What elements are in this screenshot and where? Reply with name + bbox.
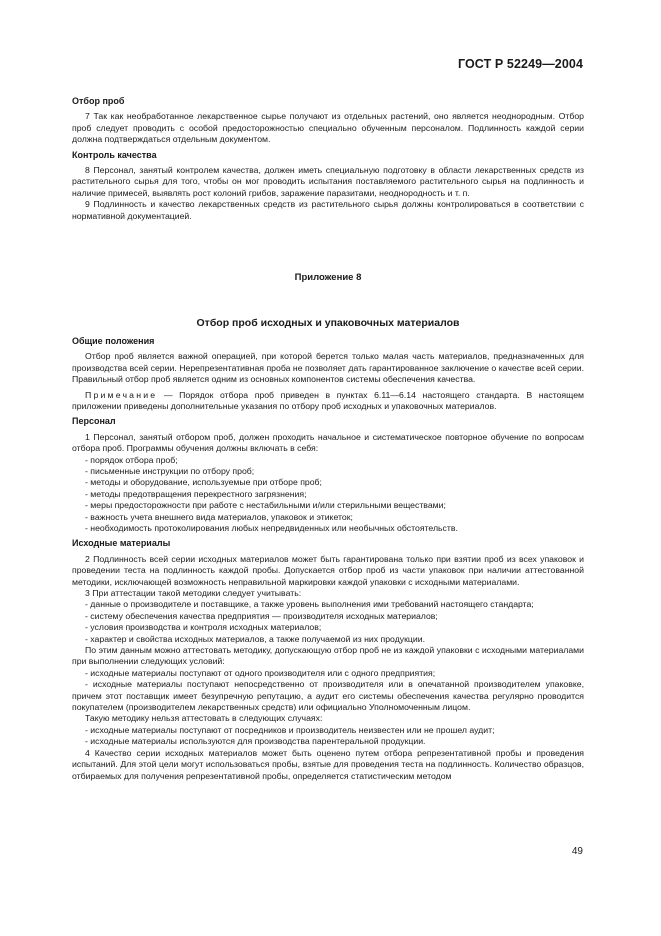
section-heading-personnel: Персонал: [72, 416, 116, 427]
paragraph-2: 2 Подлинность всей серии исходных материалов может быть гарантирована только при взятии проб из всех упаковок и проведении теста на подлинность каждой пробы. Допускается отбор проб из части упаковок при наличии аттестованной методики, исключающей возможность неправильной маркировки каждой упаковки с исходными материалами.: [72, 553, 584, 587]
case-2: - исходные материалы используются для производства парентеральной продукции.: [85, 736, 426, 747]
validation-list: [72, 599, 584, 645]
section-heading-sampling: Отбор проб: [72, 96, 125, 106]
list-item: - характер и свойства исходных материалов, а также получаемой из них продукции.: [85, 633, 426, 644]
paragraph-8: 8 Персонал, занятый контролем качества, должен иметь специальную подготовку в области лекарственных средств из растительного сырья для того, чтобы он мог проводить испытания поставляемого растительного сырья на подлинность и наличие примесей, выявлять рост колоний грибов, заражение паразитами, неоднородность и т. п.: [72, 165, 584, 198]
condition-2: - исходные материалы поступают непосредственно от производителя или в опечатанной производителем упаковке, причем этот поставщик имеет безупречную репутацию, а аудит его системы обеспечения качества регулярно проводится покупателем (производителем лекарственных средств) или официально Уполномоченным лицом.: [72, 679, 584, 713]
list-item: - меры предосторожности при работе с нестабильными и/или стерильными веществами;: [85, 500, 446, 511]
appendix-label: Приложение 8: [294, 272, 362, 284]
page-number: 49: [571, 846, 583, 857]
list-item: - порядок отбора проб;: [85, 454, 178, 465]
list-item: - условия производства и контроля исходных материалов;: [85, 622, 322, 633]
list-item: - важность учета внешнего вида материалов, упаковок и этикеток;: [85, 511, 353, 522]
paragraph-3: 3 При аттестации такой методики следует учитывать:: [85, 588, 302, 598]
paragraph-data: По этим данным можно аттестовать методику, допускающую отбор проб не из каждой упаковки с исходными материалами при выполнении следующих условий:: [72, 645, 584, 667]
list-item: - данные о производителе и поставщике, а также уровень выполнения ими требований настоящего стандарта;: [85, 599, 534, 610]
section-heading-quality-control: Контроль качества: [72, 149, 157, 160]
list-item: - методы и оборудование, используемые при отборе проб;: [85, 477, 322, 488]
appendix-title: Отбор проб исходных и упаковочных материалов: [196, 317, 460, 330]
list-item: - методы предотвращения перекрестного загрязнения;: [85, 488, 307, 499]
paragraph-4: 4 Качество серии исходных материалов может быть оценено путем отбора репрезентативной пробы и проведения испытаний. Для этой цели могут использоваться пробы, взятые для проведения теста на подлинность. Количество образцов, отбираемых для получения репрезентативной пробы, определяется статистическим методом: [72, 747, 584, 781]
general-paragraph: Отбор проб является важной операцией, при которой берется только малая часть материалов, предназначенных для производства всей серии. Нерепрезентативная проба не позволяет дать гарантированное заключение о качестве всей серии. Правильный отбор проб является одним из основных компонентов системы обеспечения качества.: [72, 351, 584, 385]
paragraph-cannot: Такую методику нельзя аттестовать в следующих случаях:: [85, 713, 323, 724]
paragraph-9: 9 Подлинность и качество лекарственных средств из растительного сырья должны контролироваться в соответствии с нормативной документацией.: [72, 199, 584, 221]
list-item: - систему обеспечения качества предприятия — производителя исходных материалов;: [85, 610, 438, 621]
list-item: - необходимость протоколирования любых непредвиденных или необычных обстоятельств.: [85, 522, 458, 533]
list-item: - письменные инструкции по отбору проб;: [85, 465, 255, 476]
document-body: [72, 92, 584, 782]
note-paragraph: [72, 390, 584, 413]
section-heading-general: Общие положения: [72, 335, 155, 346]
training-list: [72, 455, 584, 535]
note-label: Примечание: [85, 389, 158, 400]
document-id-header: ГОСТ Р 52249—2004: [457, 57, 583, 71]
case-1: - исходные материалы поступают от посредников и производитель неизвестен или не прошел аудит;: [85, 724, 495, 735]
note-text: — Порядок отбора проб приведен в пунктах 6.11—6.14 настоящего стандарта. В настоящем приложении приведены дополнительные указания по отбору проб исходных и упаковочных материалов.: [72, 389, 584, 411]
section-heading-starting-materials: Исходные материалы: [72, 538, 171, 549]
condition-1: - исходные материалы поступают от одного производителя или с одного предприятия;: [85, 667, 436, 678]
paragraph-1: 1 Персонал, занятый отбором проб, должен проходить начальное и систематическое повторное обучение по вопросам отбора проб. Программы обучения должны включать в себя:: [72, 431, 584, 454]
paragraph-7: 7 Так как необработанное лекарственное сырье получают из отдельных растений, оно является неоднородным. Отбор проб следует проводить с особой предосторожностью специально обученным персоналом. Подлинность каждой серии должна подтверждаться отдельным документом.: [72, 111, 584, 145]
